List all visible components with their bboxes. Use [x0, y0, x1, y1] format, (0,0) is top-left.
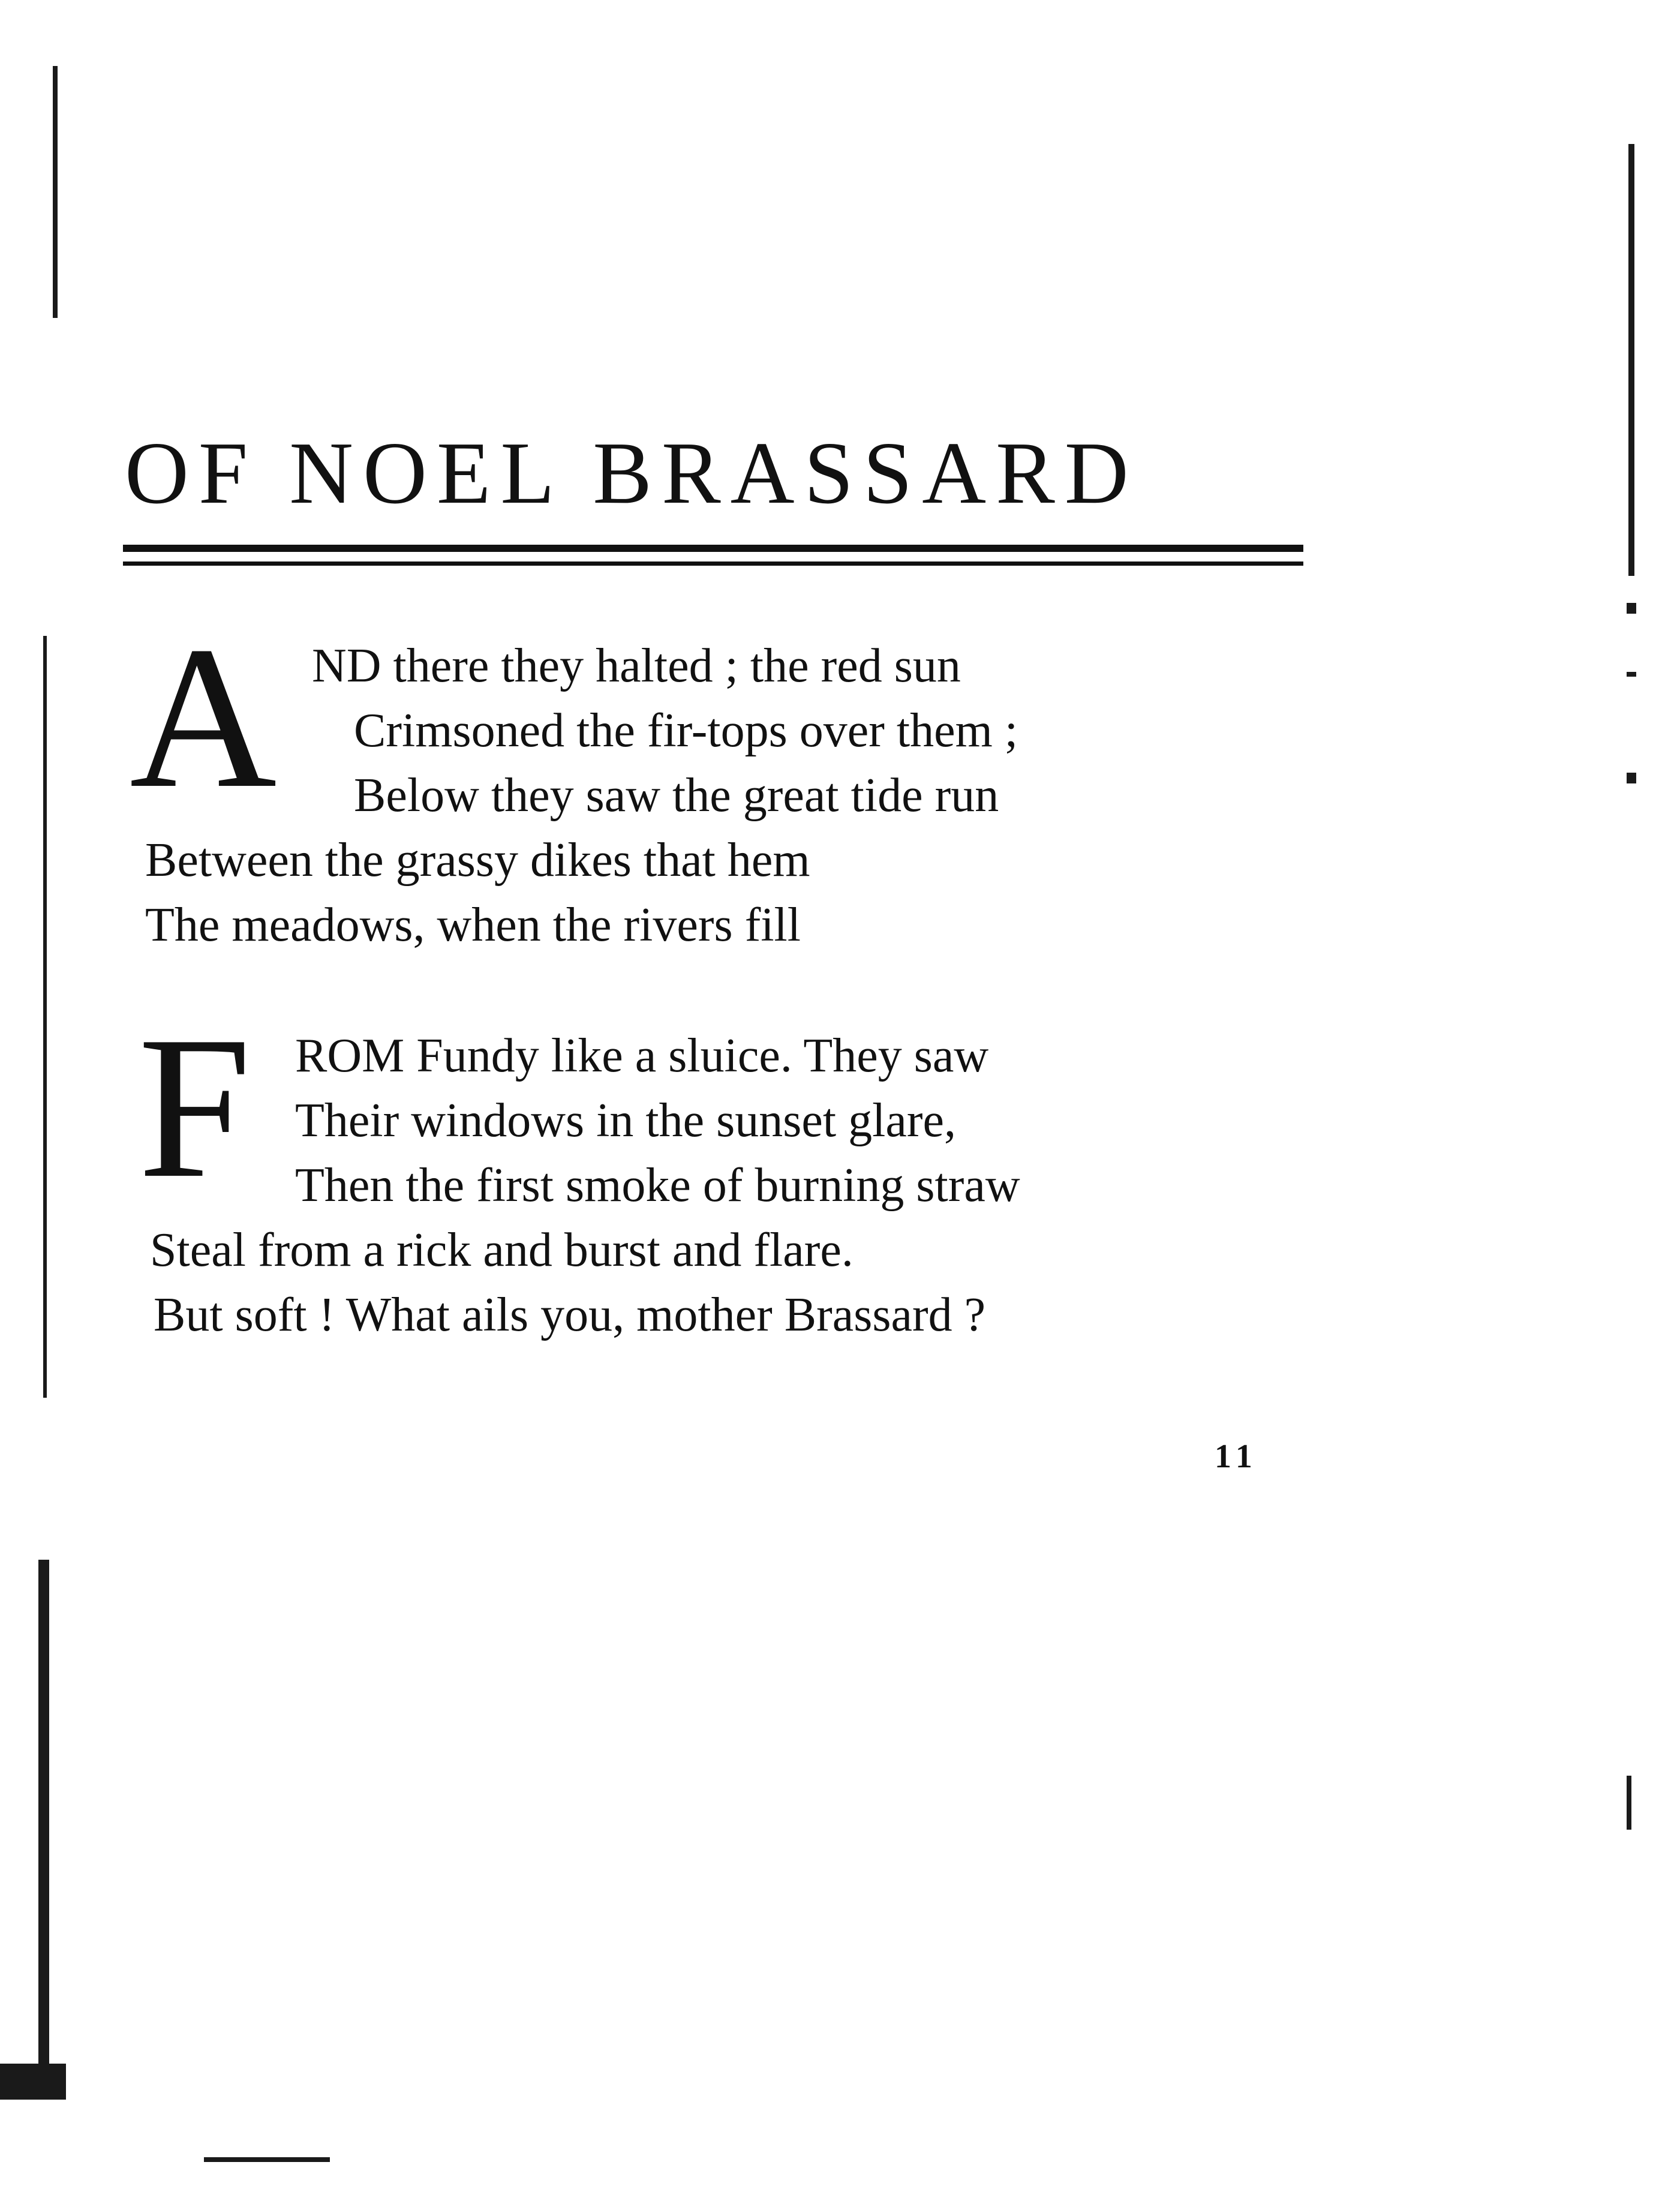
scan-smudge	[204, 2157, 330, 2162]
title-rule-thin	[123, 561, 1303, 566]
verse-line: ND there they halted ; the red sun	[312, 639, 961, 692]
scan-page-edge-mark	[1627, 672, 1636, 677]
verse-line: ROM Fundy like a sluice. They saw	[295, 1029, 989, 1082]
scan-binding-edge	[43, 636, 47, 1398]
scan-binding-edge	[0, 2064, 66, 2100]
scan-page-edge-mark	[1627, 603, 1636, 614]
page-title: OF NOEL BRASSARD	[125, 424, 1138, 523]
verse-line: Steal from a rick and burst and flare.	[150, 1224, 853, 1277]
scan-page-edge	[1628, 144, 1634, 576]
verse-line: Crimsoned the fir-tops over them ;	[354, 704, 1018, 757]
verse-line: The meadows, when the rivers fill	[145, 899, 801, 951]
title-rule-thick	[123, 545, 1303, 552]
verse-line: Their windows in the sunset glare,	[295, 1094, 956, 1147]
verse-line: Between the grassy dikes that hem	[145, 834, 810, 887]
drop-cap: F	[138, 994, 252, 1220]
verse-line: Below they saw the great tide run	[354, 769, 999, 822]
scan-binding-edge	[53, 66, 58, 318]
scan-binding-edge	[38, 1560, 49, 2100]
scan-page-edge-mark	[1627, 773, 1636, 783]
scan-page-edge-mark	[1627, 1776, 1631, 1830]
drop-cap: A	[130, 604, 277, 830]
verse-line: Then the first smoke of burning straw	[295, 1159, 1020, 1212]
verse-line: But soft ! What ails you, mother Brassard ?	[154, 1289, 986, 1341]
page-number: 11	[1215, 1438, 1258, 1475]
